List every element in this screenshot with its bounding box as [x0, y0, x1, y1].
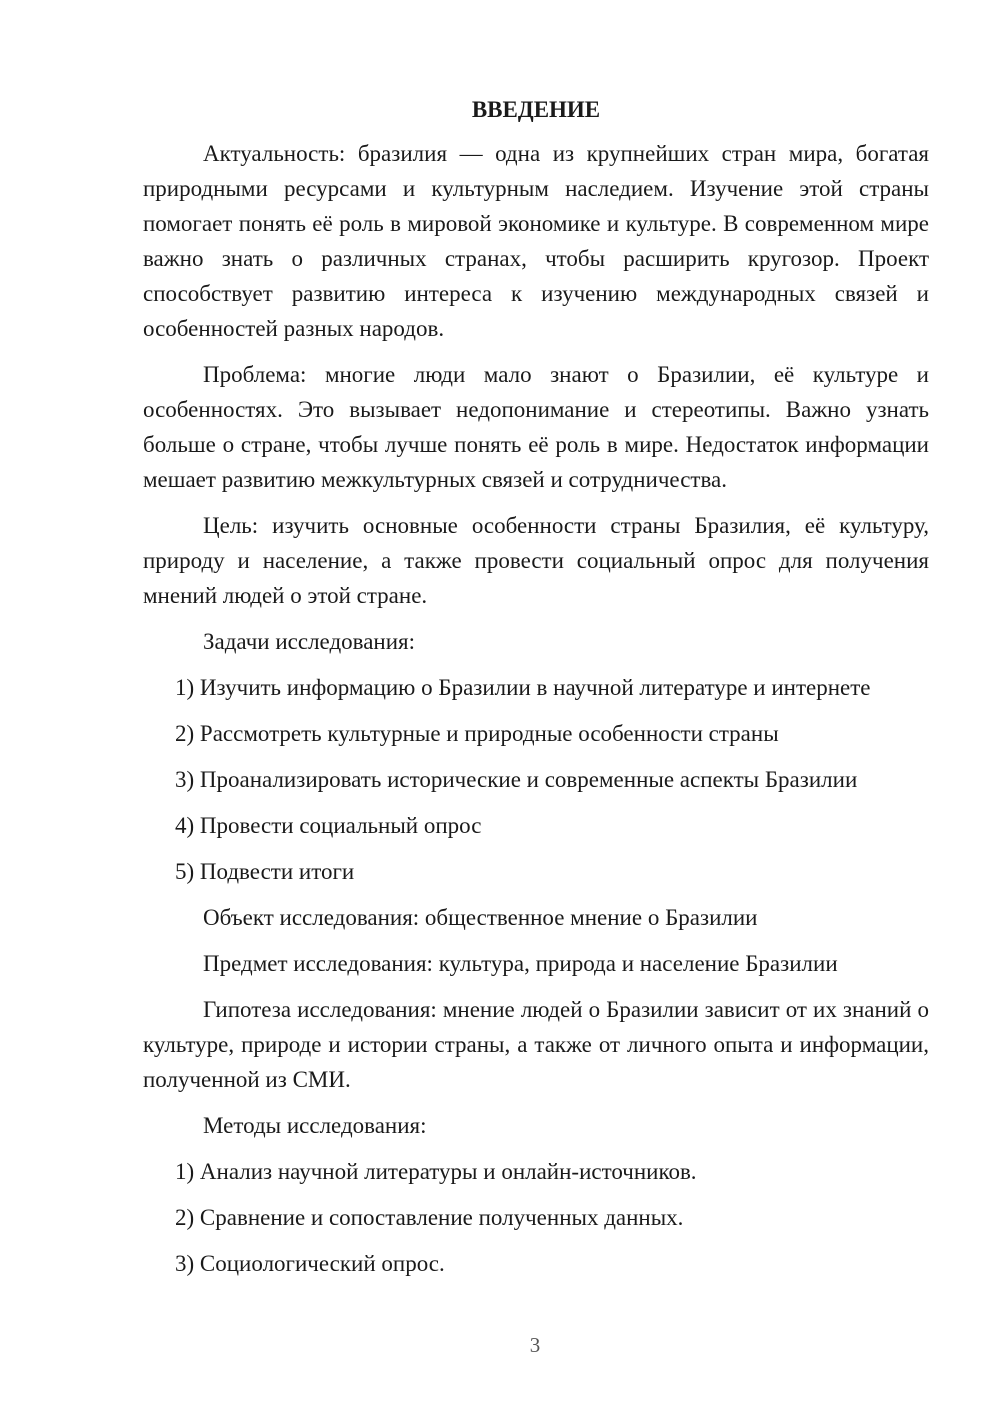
goal-paragraph: Цель: изучить основные особенности страны Бразилия, её культуру, природу и население, а также провести социальный опрос для получения мнений людей о этой стране. — [143, 513, 929, 608]
method-item: 2) Сравнение и сопоставление полученных данных. — [175, 1205, 684, 1230]
subject-line: Предмет исследования: культура, природа и население Бразилии — [203, 951, 838, 976]
relevance-paragraph: Актуальность: бразилия — одна из крупнейших стран мира, богатая природными ресурсами и культурным наследием. Изучение этой страны помогает понять её роль в мировой экономике и культуре. В современном мире важно знать о различных странах, чтобы расширить кругозор. Проект способствует развитию интереса к изучению международных связей и особенностей разных народов. — [143, 141, 929, 341]
task-item: 3) Проанализировать исторические и современные аспекты Бразилии — [175, 767, 858, 792]
task-item: 5) Подвести итоги — [175, 859, 355, 884]
problem-paragraph: Проблема: многие люди мало знают о Бразилии, её культуре и особенностях. Это вызывает недопонимание и стереотипы. Важно узнать больше о стране, чтобы лучше понять её роль в мире. Недостаток информации мешает развитию межкультурных связей и сотрудничества. — [143, 362, 929, 492]
object-line: Объект исследования: общественное мнение о Бразилии — [203, 905, 758, 930]
task-item: 4) Провести социальный опрос — [175, 813, 482, 838]
methods-heading: Методы исследования: — [203, 1113, 427, 1138]
page-content — [143, 95, 929, 1292]
method-item: 1) Анализ научной литературы и онлайн-источников. — [175, 1159, 697, 1184]
hypothesis-paragraph: Гипотеза исследования: мнение людей о Бразилии зависит от их знаний о культуре, природе и истории страны, а также от личного опыта и информации, полученной из СМИ. — [143, 997, 929, 1092]
page-number: 3 — [529, 1333, 541, 1357]
task-item: 1) Изучить информацию о Бразилии в научной литературе и интернете — [175, 675, 871, 700]
tasks-heading: Задачи исследования: — [203, 629, 416, 654]
task-item: 2) Рассмотреть культурные и природные особенности страны — [175, 721, 779, 746]
page-title: ВВЕДЕНИЕ — [471, 97, 601, 122]
method-item: 3) Социологический опрос. — [175, 1251, 445, 1276]
